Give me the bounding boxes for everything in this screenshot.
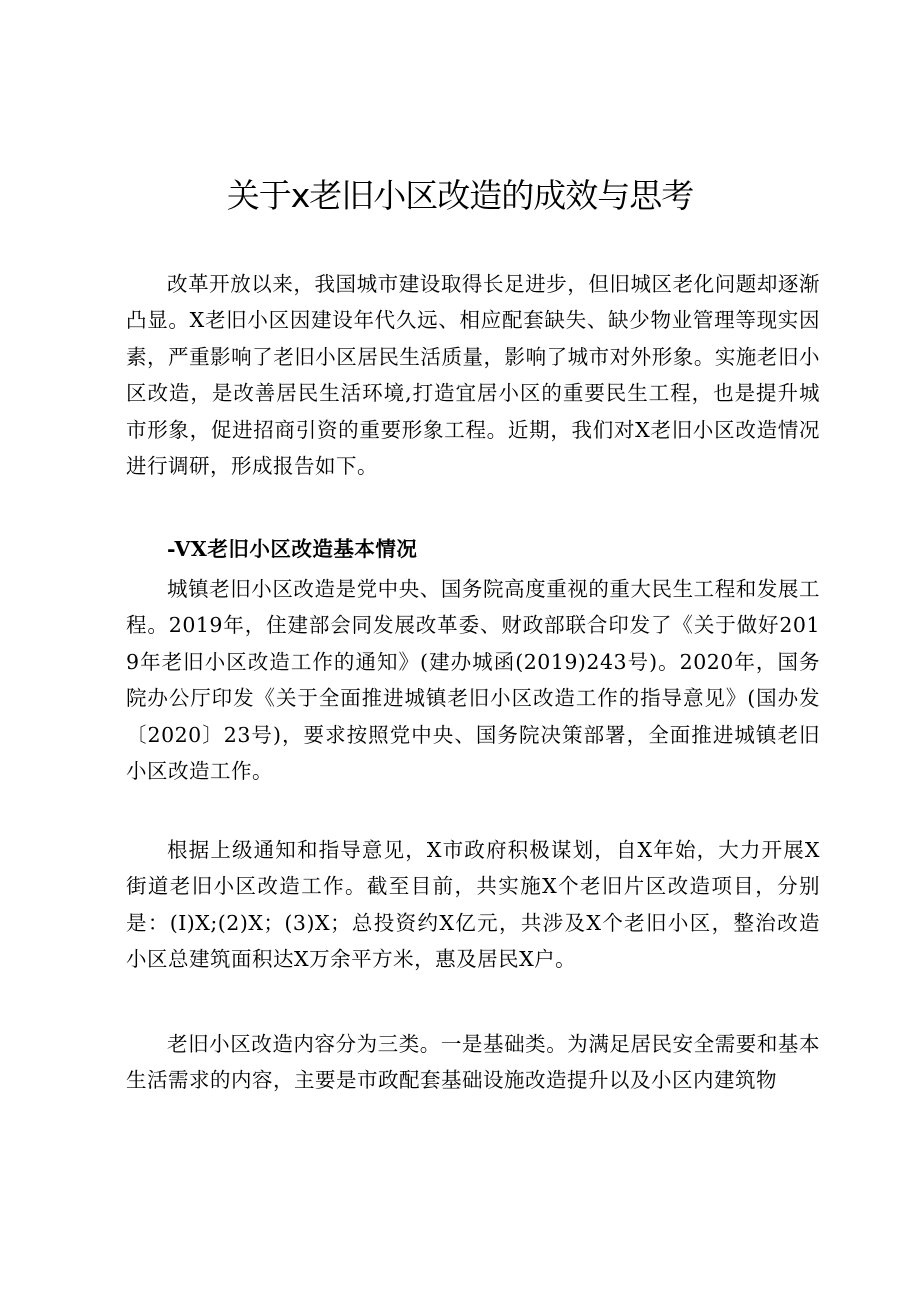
paragraph-local-progress: 根据上级通知和指导意见，X市政府积极谋划，自X年始，大力开展X街道老旧小区改造工作。截至目前，共实施X个老旧片区改造项目，分别是：(I)X;(2)X；(3)X；总投资约X亿元，共涉及X个老旧小区，整治改造小区总建筑面积达X万余平方米，惠及居民X户。 [126, 838, 820, 972]
paragraph-renovation-content: 老旧小区改造内容分为三类。一是基础类。为满足居民安全需要和基本生活需求的内容，主要是市政配套基础设施改造提升以及小区内建筑物 [126, 1032, 820, 1093]
section-heading-basic-situation: -VX老旧小区改造基本情况 [167, 537, 418, 561]
paragraph-policy-background: 城镇老旧小区改造是党中央、国务院高度重视的重大民生工程和发展工程。2019年，住建部会同发展改革委、财政部联合印发了《关于做好2019年老旧小区改造工作的通知》(建办城函(2019)243号)。2020年，国务院办公厅印发《关于全面推进城镇老旧小区改造工作的指导意见》(国办发〔2020〕23号)，要求按照党中央、国务院决策部署，全面推进城镇老旧小区改造工作。 [126, 577, 820, 784]
paragraph-intro: 改革开放以来，我国城市建设取得长足进步，但旧城区老化问题却逐渐凸显。X老旧小区因建设年代久远、相应配套缺失、缺少物业管理等现实因素，严重影响了老旧小区居民生活质量，影响了城市对外形象。实施老旧小区改造，是改善居民生活环境,打造宜居小区的重要民生工程，也是提升城市形象，促进招商引资的重要形象工程。近期，我们对X老旧小区改造情况进行调研，形成报告如下。 [126, 272, 820, 479]
document-title: 关于x老旧小区改造的成效与思考 [226, 176, 694, 215]
